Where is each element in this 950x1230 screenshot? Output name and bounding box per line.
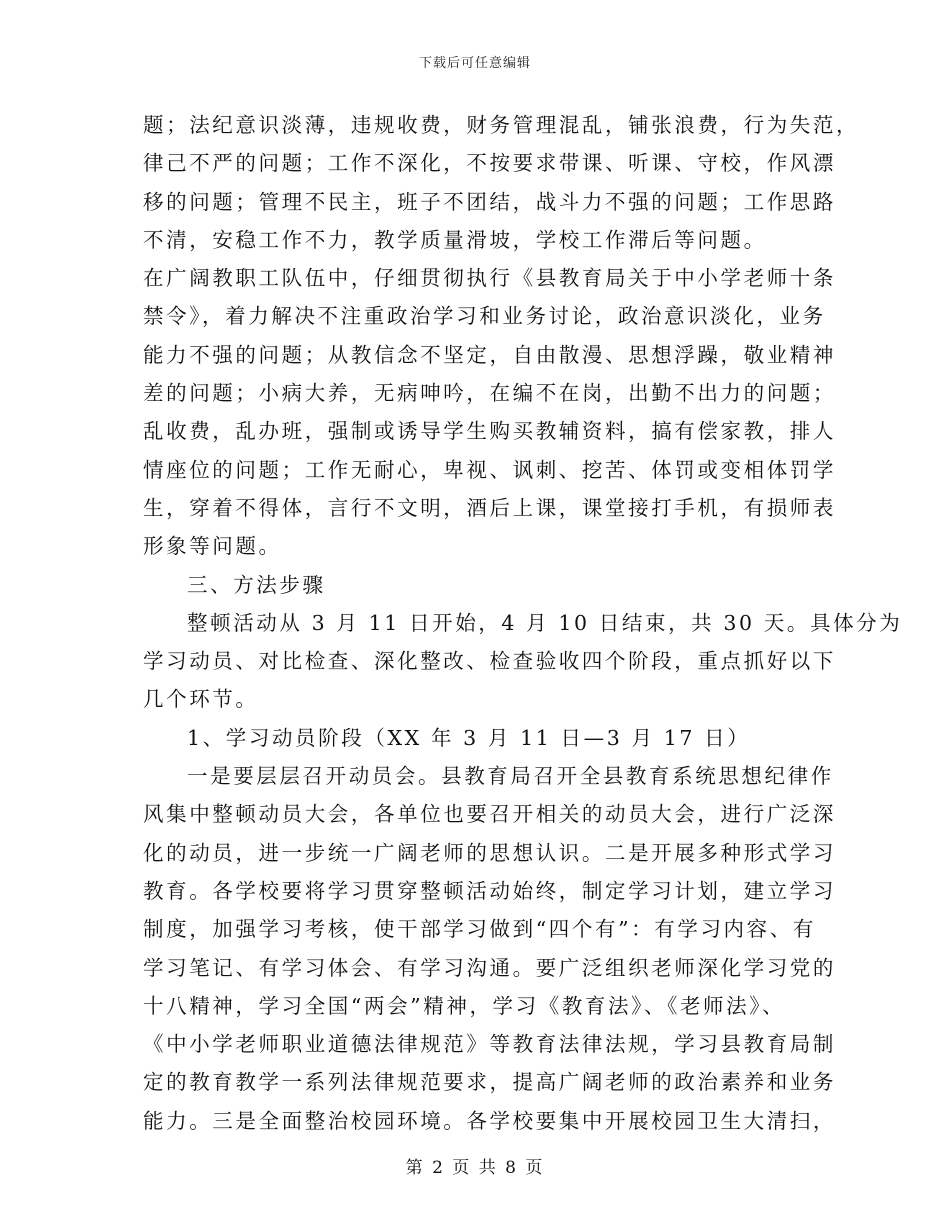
text-line: 移的问题；管理不民主，班子不团结，战斗力不强的问题；工作思路 [143,189,836,214]
text-line: 不清，安稳工作不力，教学质量滑坡，学校工作滞后等问题。 [143,227,767,252]
text-line: 整顿活动从 3 月 11 日开始，4 月 10 日结束，共 30 天。具体分为 [187,610,903,635]
text-line: 能力不强的问题；从教信念不坚定，自由散漫、思想浮躁，敬业精神 [143,342,836,367]
text-line: 差的问题；小病大养，无病呻吟，在编不在岗，出勤不出力的问题； [143,381,836,406]
text-line: 几个环节。 [143,687,259,712]
text-line: 一是要层层召开动员会。县教育局召开全县教育系统思想纪律作 [187,764,834,789]
text-line: 教育。各学校要将学习贯穿整顿活动始终，制定学习计划，建立学习 [143,878,836,903]
text-line: 生，穿着不得体，言行不文明，酒后上课，课堂接打手机，有损师表 [143,495,836,520]
page-number-footer: 第 2 页 共 8 页 [405,1158,545,1178]
section-heading: 三、方法步骤 [187,572,326,597]
subsection-heading: 1、学习动员阶段（XX 年 3 月 11 日—3 月 17 日） [187,725,751,750]
text-line: 能力。三是全面整治校园环境。各学校要集中开展校园卫生大清扫， [143,1108,836,1133]
text-line: 学习笔记、有学习体会、有学习沟通。要广泛组织老师深化学习党的 [143,955,836,980]
text-line: 乱收费，乱办班，强制或诱导学生购买教辅资料，搞有偿家教，排人 [143,419,836,444]
text-line: 制度，加强学习考核，使干部学习做到“四个有”：有学习内容、有 [143,917,816,942]
text-line: 《中小学老师职业道德法律规范》等教育法律法规，学习县教育局制 [143,1032,836,1057]
text-line: 形象等问题。 [143,534,282,559]
text-line: 学习动员、对比检查、深化整改、检查验收四个阶段，重点抓好以下 [143,649,836,674]
text-line: 题；法纪意识淡薄，违规收费，财务管理混乱，铺张浪费，行为失范， [143,113,860,137]
text-line: 十八精神，学习全国“两会”精神，学习《教育法》、《老师法》、 [143,993,786,1018]
text-line: 律己不严的问题；工作不深化，不按要求带课、听课、守校，作风漂 [143,151,836,176]
text-line: 在广阔教职工队伍中，仔细贯彻执行《县教育局关于中小学老师十条 [143,266,836,291]
text-line: 情座位的问题；工作无耐心，卑视、讽刺、挖苦、体罚或变相体罚学 [143,457,836,482]
text-line: 定的教育教学一系列法律规范要求，提高广阔老师的政治素养和业务 [143,1070,836,1095]
text-line: 化的动员，进一步统一广阔老师的思想认识。二是开展多种形式学习 [143,840,836,865]
text-line: 禁令》，着力解决不注重政治学习和业务讨论，政治意识淡化，业务 [143,304,826,329]
document-body [143,106,903,1140]
text-line: 风集中整顿动员大会，各单位也要召开相关的动员大会，进行广泛深 [143,802,836,827]
page-header: 下载后可任意编辑 [418,56,531,71]
